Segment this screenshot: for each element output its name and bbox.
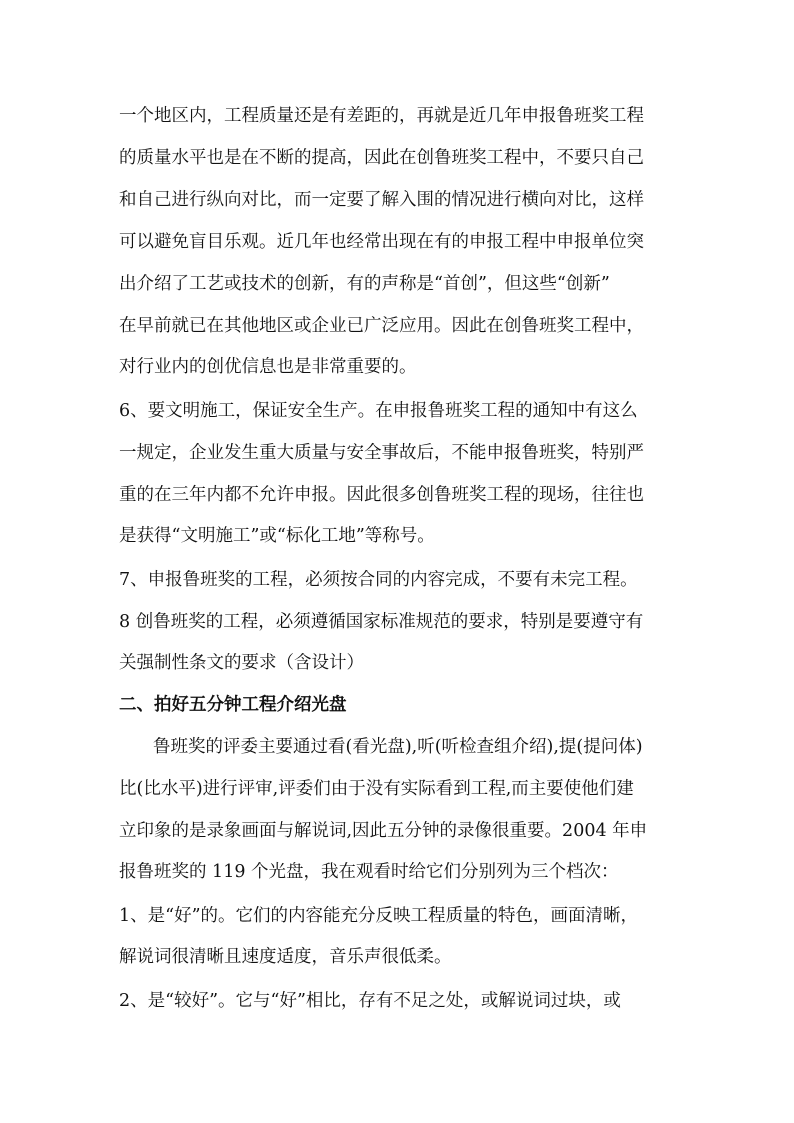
paragraph-line: 关强制性条文的要求（含设计） bbox=[119, 653, 364, 673]
paragraph-line: 对行业内的创优信息也是非常重要的。 bbox=[119, 357, 417, 377]
paragraph-line: 是获得“文明施工”或“标化工地”等称号。 bbox=[119, 526, 435, 546]
list-item-2: 2、是“较好”。它与“好”相比，存有不足之处，或解说词过块，或 bbox=[119, 991, 621, 1011]
section-heading: 二、拍好五分钟工程介绍光盘 bbox=[119, 695, 347, 715]
paragraph-line: 出介绍了工艺或技术的创新，有的声称是“首创”，但这些“创新” bbox=[119, 274, 610, 294]
paragraph-line: 鲁班奖的评委主要通过看(看光盘),听(听检查组介绍),提(提问体) bbox=[153, 737, 643, 757]
paragraph-line: 可以避免盲目乐观。近几年也经常出现在有的申报工程中申报单位突 bbox=[119, 232, 644, 252]
list-item-1: 1、是“好”的。它们的内容能充分反映工程质量的特色，画面清晰， bbox=[119, 906, 639, 926]
list-item-8: 8 创鲁班奖的工程，必须遵循国家标准规范的要求，特别是要遵守有 bbox=[119, 612, 644, 632]
paragraph-line: 比(比水平)进行评审,评委们由于没有实际看到工程,而主要使他们建 bbox=[119, 779, 634, 799]
paragraph-line: 和自己进行纵向对比，而一定要了解入围的情况进行横向对比，这样 bbox=[119, 190, 644, 210]
paragraph-line: 报鲁班奖的 119 个光盘，我在观看时给它们分别列为三个档次： bbox=[119, 862, 619, 882]
paragraph-line: 一个地区内，工程质量还是有差距的，再就是近几年申报鲁班奖工程 bbox=[119, 106, 644, 126]
paragraph-line: 解说词很清晰且速度适度，音乐声很低柔。 bbox=[119, 947, 452, 967]
paragraph-line: 一规定，企业发生重大质量与安全事故后，不能申报鲁班奖，特别严 bbox=[119, 443, 644, 463]
list-item-6: 6、要文明施工，保证安全生产。在申报鲁班奖工程的通知中有这么 bbox=[119, 401, 638, 421]
list-item-7: 7、申报鲁班奖的工程，必须按合同的内容完成，不要有未完工程。 bbox=[119, 570, 638, 590]
paragraph-line: 在早前就已在其他地区或企业已广泛应用。因此在创鲁班奖工程中， bbox=[119, 316, 644, 336]
paragraph-line: 立印象的是录象画面与解说词,因此五分钟的录像很重要。2004 年申 bbox=[119, 821, 648, 841]
paragraph-line: 的质量水平也是在不断的提高，因此在创鲁班奖工程中，不要只自己 bbox=[119, 148, 644, 168]
paragraph-line: 重的在三年内都不允许申报。因此很多创鲁班奖工程的现场，往往也 bbox=[119, 485, 644, 505]
